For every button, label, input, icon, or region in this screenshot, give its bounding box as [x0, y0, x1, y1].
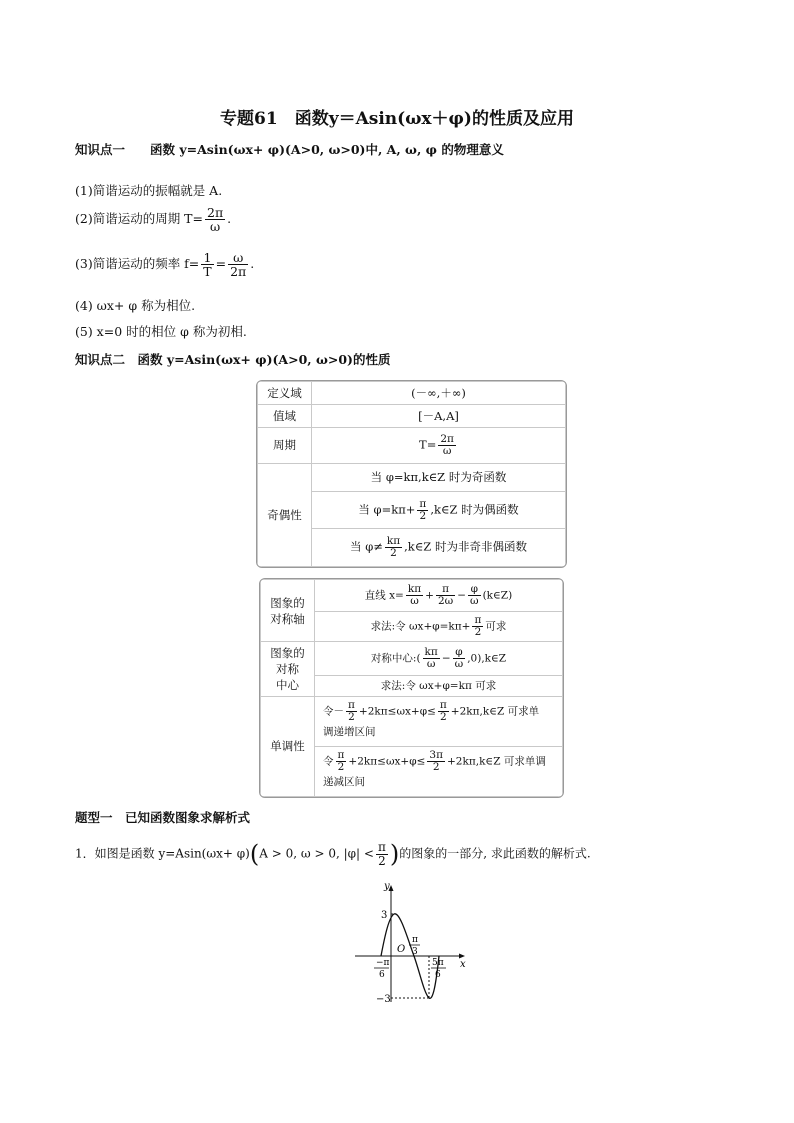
axis-method: 求法:令 ωx+φ=kπ+ $\frac{\pi}{2}$ 可求	[315, 612, 563, 642]
kp1-heading: 知识点一 函数 y=Asin(ωx+ φ)(A>0, ω>0)中, A, ω, φ 的物理意义	[75, 142, 504, 157]
domain-label: 定义域	[258, 382, 312, 405]
kp2-heading: 知识点二 函数 y=Asin(ωx+ φ)(A>0, ω>0)的性质	[75, 352, 391, 367]
mono-label: 单调性	[261, 696, 315, 797]
end-tick-num: 5π	[432, 958, 444, 968]
type1-heading: 题型一 已知函数图象求解析式	[75, 810, 251, 825]
mono-decreasing: 令 $\frac{\pi}{2}$ +2kπ≤ωx+φ≤ $\frac{3\pi}{2}$ +2kπ,k∈Z 可求单调 递减区间	[315, 746, 563, 796]
range-value: [－A,A]	[312, 404, 566, 427]
neg-tick-den: 6	[379, 970, 385, 980]
mid-tick-num: π	[412, 935, 418, 945]
mid-tick-den: 3	[412, 947, 418, 957]
mono-increasing: 令－ $\frac{\pi}{2}$ +2kπ≤ωx+φ≤ $\frac{\pi}{2}$ +2kπ,k∈Z 可求单 调递增区间	[315, 696, 563, 746]
center-method: 求法:令 ωx+φ=kπ 可求	[315, 676, 563, 696]
origin-label: O	[397, 944, 406, 955]
symmetry-table	[259, 578, 564, 798]
question-1: 1．如图是函数 y=Asin(ωx+ φ)(A > 0, ω > 0, |φ| < $\frac{\pi}{2}$ )的图象的一部分, 求此函数的解析式.	[75, 839, 591, 868]
kp1-item-3: (3)简谐运动的频率 f= $\frac{1}{T}$ = $\frac{\omega}{2\pi}$ .	[75, 250, 255, 280]
axis-label: 图象的 对称轴	[261, 580, 315, 642]
period-value: T= $\frac{2\pi}{\omega}$	[312, 427, 566, 463]
y-min-label: −3	[376, 994, 391, 1005]
x-label: x	[460, 959, 466, 970]
center-line: 对称中心:( $\frac{k\pi}{\omega}$ − $\frac{\varphi}{\omega}$ ,0),k∈Z	[315, 642, 563, 676]
kp1-item-5: (5) x=0 时的相位 φ 称为初相.	[75, 324, 247, 339]
end-tick-den: 6	[435, 970, 441, 980]
axis-line: 直线 x= $\frac{k\pi}{\omega}$ + $\frac{\pi}{2\omega}$ − $\frac{\varphi}{\omega}$ (k∈Z)	[315, 580, 563, 612]
parity-even: 当 φ=kπ+ $\frac{\pi}{2}$ ,k∈Z 时为偶函数	[312, 491, 566, 529]
x-axis-arrow	[459, 954, 465, 959]
domain-value: (－∞,＋∞)	[312, 382, 566, 405]
period-label: 周期	[258, 427, 312, 463]
properties-table	[256, 380, 567, 568]
parity-odd: 当 φ=kπ,k∈Z 时为奇函数	[312, 463, 566, 491]
kp1-item-2: (2)简谐运动的周期 T= $\frac{2\pi}{\omega}$ .	[75, 205, 232, 235]
page-title: 专题61 函数y＝Asin(ωx＋φ)的性质及应用	[220, 109, 574, 129]
function-graph	[350, 880, 475, 1010]
parity-label: 奇偶性	[258, 463, 312, 567]
y-label: y	[384, 881, 390, 892]
parity-neither: 当 φ≠ $\frac{k\pi}{2}$ ,k∈Z 时为非奇非偶函数	[312, 529, 566, 567]
center-label: 图象的 对称 中心	[261, 642, 315, 696]
kp1-item-4: (4) ωx+ φ 称为相位.	[75, 298, 196, 313]
range-label: 值域	[258, 404, 312, 427]
y-max-label: 3	[381, 910, 388, 921]
neg-tick-num: −π	[376, 958, 390, 968]
kp1-item-1: (1)简谐运动的振幅就是 A.	[75, 183, 223, 198]
